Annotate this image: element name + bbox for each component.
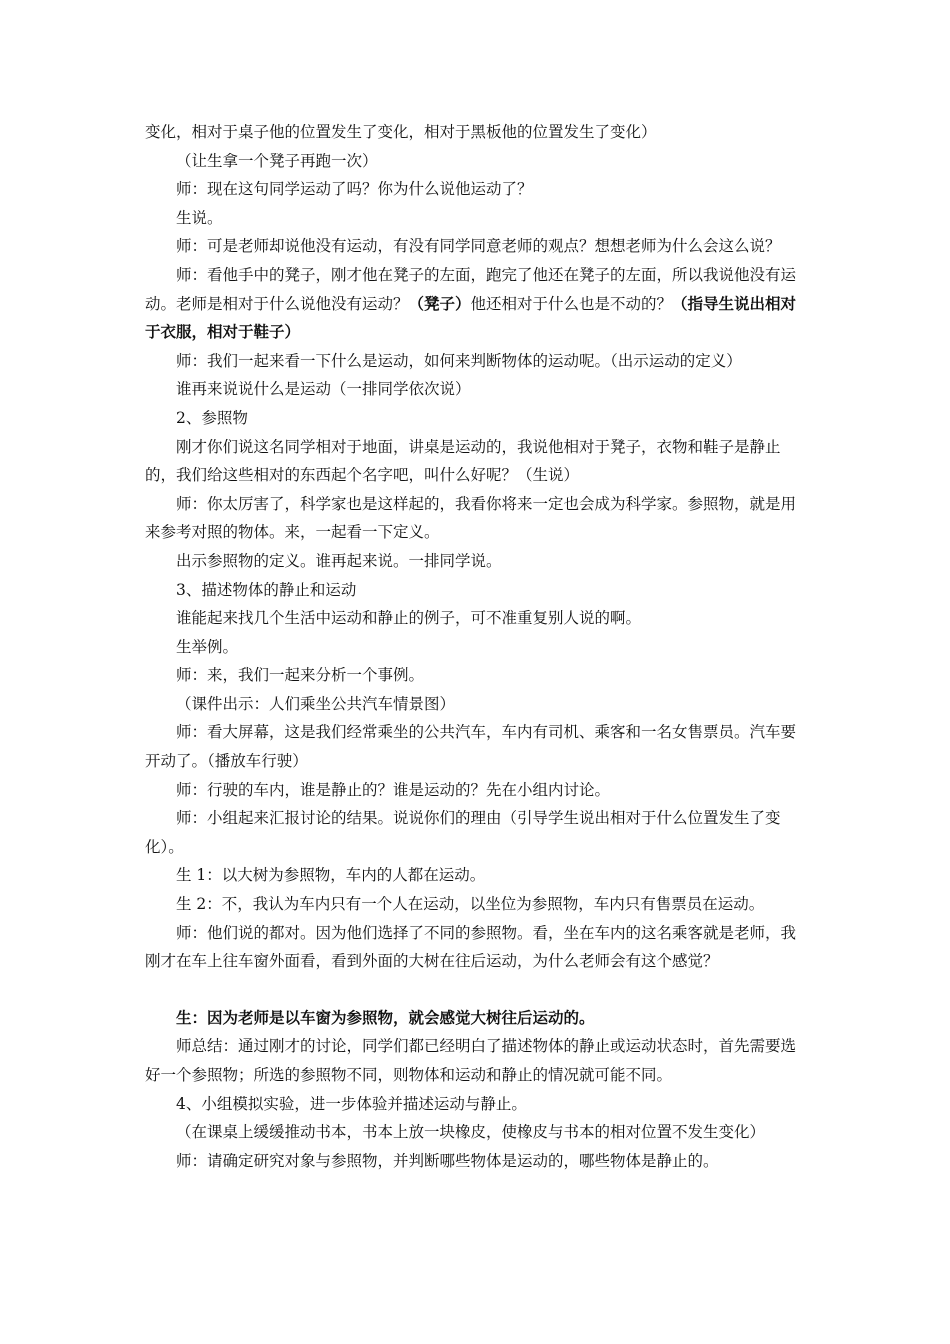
paragraph: 师：现在这句同学运动了吗？你为什么说他运动了？ (176, 180, 533, 199)
paragraph-mixed-bold (145, 261, 810, 347)
paragraph: 出示参照物的定义。谁再起来说。一排同学说。 (176, 551, 502, 570)
paragraph: 师：小组起来汇报讨论的结果。说说你们的理由（引导学生说出相对于什么位置发生了变化）。 (145, 809, 781, 856)
paragraph: 师：你太厉害了，科学家也是这样起的，我看你将来一定也会成为科学家。参照物，就是用来参考对照的物体。来，一起看一下定义。 (145, 494, 797, 542)
bold-answer: （凳子） (408, 293, 471, 313)
paragraph: 师：看大屏幕，这是我们经常乘坐的公共汽车，车内有司机、乘客和一名女售票员。汽车要开动了。（播放车行驶） (145, 723, 797, 771)
section-heading: 3、描述物体的静止和运动 (176, 580, 357, 599)
paragraph: 刚才你们说这名同学相对于地面，讲桌是运动的，我说他相对于凳子，衣物和鞋子是静止的，我们给这些相对的东西起个名字吧，叫什么好呢？（生说） (145, 437, 781, 485)
paragraph: （让生拿一个凳子再跑一次） (176, 151, 378, 170)
paragraph: 师：请确定研究对象与参照物，并判断哪些物体是运动的，哪些物体是静止的。 (176, 1151, 719, 1170)
paragraph: （课件出示：人们乘坐公共汽车情景图） (176, 694, 456, 713)
document-body (145, 118, 810, 1175)
paragraph: 生 2：不，我认为车内只有一个人在运动，以坐位为参照物，车内只有售票员在运动。 (176, 895, 765, 914)
paragraph-text: 师：看他手中的凳子，刚才他在凳子的左面，跑完了他还在凳子的左面，所以我说他没有运动。老师是相对于什么说他没有运动？ (145, 265, 797, 313)
section-heading: 2、参照物 (176, 408, 248, 427)
paragraph: 变化，相对于桌子他的位置发生了变化，相对于黑板他的位置发生了变化） (145, 123, 657, 141)
paragraph: （在课桌上缓缓推动书本，书本上放一块橡皮，使橡皮与书本的相对位置不发生变化） (176, 1123, 766, 1142)
paragraph: 师：我们一起来看一下什么是运动，如何来判断物体的运动呢。（出示运动的定义） (176, 351, 742, 370)
paragraph: 师：他们说的都对。因为他们选择了不同的参照物。看，坐在车内的这名乘客就是老师，我刚才在车上往车窗外面看，看到外面的大树在往后运动，为什么老师会有这个感觉？ (145, 923, 797, 971)
section-heading: 4、小组模拟实验，进一步体验并描述运动与静止。 (176, 1094, 527, 1113)
paragraph: 生说。 (176, 208, 223, 227)
paragraph-text: 他还相对于什么也是不动的？ (470, 294, 673, 313)
paragraph: 师：行驶的车内，谁是静止的？谁是运动的？先在小组内讨论。 (176, 780, 611, 799)
paragraph: 师总结：通过刚才的讨论，同学们都已经明白了描述物体的静止或运动状态时，首先需要选好一个参照物；所选的参照物不同，则物体和运动和静止的情况就可能不同。 (145, 1037, 797, 1084)
paragraph: 生举例。 (176, 637, 239, 656)
paragraph: 师：来，我们一起来分析一个事例。 (176, 666, 425, 685)
paragraph: 谁能起来找几个生活中运动和静止的例子，可不准重复别人说的啊。 (176, 609, 642, 628)
bold-guidance: （指导生说出相对于衣服，相对于鞋子） (145, 293, 797, 342)
paragraph: 生 1：以大树为参照物，车内的人都在运动。 (176, 866, 486, 885)
blank-line (145, 976, 810, 1004)
paragraph: 师：可是老师却说他没有运动，有没有同学同意老师的观点？想想老师为什么会这么说？ (176, 237, 781, 256)
paragraph: 谁再来说说什么是运动（一排同学依次说） (176, 380, 471, 399)
bold-paragraph: 生：因为老师是以车窗为参照物，就会感觉大树往后运动的。 (176, 1007, 595, 1027)
